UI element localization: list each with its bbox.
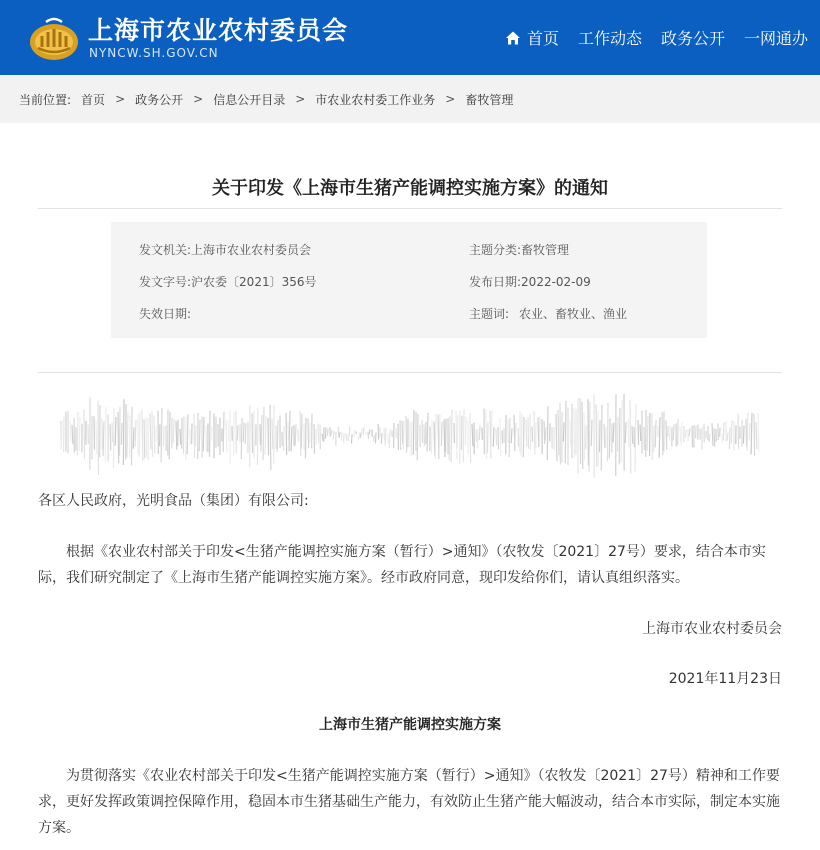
seal-noise-stroke: [363, 427, 364, 434]
seal-noise-stroke: [712, 423, 713, 446]
seal-noise-stroke: [596, 404, 597, 466]
seal-noise-stroke: [526, 419, 527, 446]
seal-noise-stroke: [144, 419, 145, 458]
meta-keywords: [469, 305, 627, 322]
seal-noise-stroke: [738, 414, 739, 449]
seal-noise-stroke: [199, 420, 200, 451]
seal-noise-stroke: [422, 420, 423, 443]
body-paragraph: 根据《农业农村部关于印发<生猪产能调控实施方案（暂行）>通知》（农牧发〔2021〕27号）要求，结合本市实际，我们研究制定了《上海市生猪产能调控实施方案》。经市政府同意，现印发给你们，请认真组织落实。: [38, 544, 766, 586]
home-icon: [505, 30, 521, 46]
seal-noise-stroke: [451, 409, 452, 462]
seal-noise-stroke: [135, 420, 136, 447]
redacted-seal-image: [60, 392, 760, 478]
seal-noise-stroke: [727, 433, 728, 441]
seal-noise-stroke: [523, 417, 524, 457]
seal-noise-stroke: [301, 414, 302, 449]
seal-noise-stroke: [493, 427, 494, 446]
seal-noise-stroke: [445, 419, 446, 452]
seal-noise-stroke: [245, 423, 246, 444]
seal-noise-stroke: [723, 422, 724, 440]
seal-noise-stroke: [563, 422, 564, 441]
seal-noise-stroke: [308, 419, 309, 449]
seal-noise-stroke: [655, 420, 656, 447]
seal-noise-stroke: [472, 424, 473, 447]
seal-noise-stroke: [747, 412, 748, 450]
seal-noise-stroke: [272, 419, 273, 449]
seal-noise-stroke: [659, 417, 660, 457]
seal-noise-stroke: [439, 414, 440, 451]
meta-row: [111, 305, 707, 325]
seal-noise-stroke: [173, 419, 174, 443]
breadcrumb-label: 当前位置:: [19, 92, 72, 107]
meta-date-key: 发布日期:: [469, 275, 522, 289]
seal-noise-stroke: [403, 421, 404, 449]
seal-noise-stroke: [195, 425, 196, 446]
seal-noise-stroke: [346, 433, 347, 440]
seal-noise-stroke: [341, 432, 342, 441]
seal-noise-stroke: [105, 407, 106, 462]
site-header: [0, 0, 820, 75]
seal-noise-stroke: [161, 408, 162, 462]
meta-docno-key: 发文字号:: [139, 275, 192, 289]
seal-noise-stroke: [118, 412, 119, 464]
seal-noise-stroke: [318, 423, 319, 443]
seal-noise-stroke: [444, 419, 445, 457]
seal-noise-stroke: [589, 402, 590, 472]
seal-noise-stroke: [544, 421, 545, 444]
document-meta-box: [111, 222, 707, 338]
seal-noise-stroke: [265, 416, 266, 455]
breadcrumb: [0, 75, 820, 123]
seal-noise-stroke: [479, 425, 480, 440]
seal-noise-stroke: [417, 414, 418, 460]
seal-noise-stroke: [356, 431, 357, 434]
seal-noise-stroke: [384, 428, 385, 440]
seal-noise-stroke: [511, 428, 512, 443]
seal-noise-stroke: [545, 427, 546, 440]
nav-home[interactable]: [505, 26, 559, 49]
seal-noise-stroke: [604, 424, 605, 448]
breadcrumb-home[interactable]: 首页: [81, 92, 106, 107]
seal-noise-stroke: [709, 434, 710, 442]
seal-noise-stroke: [237, 425, 238, 440]
seal-noise-stroke: [441, 422, 442, 446]
seal-noise-stroke: [142, 410, 143, 461]
seal-noise-stroke: [277, 420, 278, 451]
seal-noise-stroke: [77, 412, 78, 455]
seal-noise-stroke: [539, 416, 540, 446]
seal-noise-stroke: [226, 420, 227, 452]
seal-noise-stroke: [515, 423, 516, 442]
seal-noise-stroke: [692, 426, 693, 448]
seal-noise-stroke: [209, 411, 210, 457]
seal-noise-stroke: [381, 433, 382, 443]
seal-noise-stroke: [241, 418, 242, 459]
seal-noise-stroke: [632, 426, 633, 444]
seal-noise-stroke: [206, 426, 207, 452]
seal-noise-stroke: [70, 421, 71, 442]
breadcrumb-separator: >: [193, 92, 204, 106]
sign-date: 2021年11月23日: [668, 671, 782, 687]
breadcrumb-business[interactable]: 市农业农村委工作业务: [315, 92, 436, 107]
seal-noise-stroke: [194, 414, 195, 458]
nav-one-network[interactable]: 一网通办: [743, 29, 808, 48]
seal-noise-stroke: [530, 414, 531, 450]
meta-date: [469, 273, 591, 290]
seal-noise-stroke: [411, 421, 412, 456]
seal-noise-stroke: [591, 419, 592, 446]
seal-noise-stroke: [406, 416, 407, 452]
seal-noise-stroke: [400, 420, 401, 450]
seal-noise-stroke: [743, 426, 744, 444]
seal-noise-stroke: [463, 409, 464, 462]
seal-noise-stroke: [457, 415, 458, 448]
seal-noise-stroke: [183, 416, 184, 454]
meta-issuer-key: 发文机关:: [139, 243, 192, 257]
seal-noise-stroke: [375, 433, 376, 444]
seal-noise-stroke: [749, 423, 750, 441]
title-divider: [38, 208, 782, 209]
seal-noise-stroke: [203, 417, 204, 451]
seal-noise-stroke: [295, 424, 296, 446]
seal-noise-stroke: [751, 413, 752, 455]
seal-noise-stroke: [358, 436, 359, 439]
breadcrumb-separator: >: [115, 92, 126, 106]
seal-noise-stroke: [333, 431, 334, 439]
seal-noise-stroke: [163, 426, 164, 446]
seal-noise-stroke: [339, 432, 340, 438]
nav-gov-affairs[interactable]: 政务公开: [660, 29, 725, 48]
seal-noise-stroke: [601, 405, 602, 471]
seal-noise-stroke: [556, 414, 557, 461]
seal-noise-stroke: [680, 426, 681, 443]
seal-noise-stroke: [223, 412, 224, 452]
seal-noise-stroke: [638, 420, 639, 445]
seal-noise-stroke: [79, 417, 80, 451]
seal-noise-stroke: [477, 429, 478, 449]
seal-noise-stroke: [228, 421, 229, 442]
nav-home-label: 首页: [526, 29, 559, 48]
seal-noise-stroke: [666, 420, 667, 449]
seal-noise-stroke: [731, 420, 732, 443]
seal-noise-stroke: [584, 413, 585, 460]
seal-noise-stroke: [127, 411, 128, 457]
seal-noise-stroke: [673, 425, 674, 441]
plan-subheading: 上海市生猪产能调控实施方案: [319, 717, 501, 733]
seal-noise-stroke: [413, 410, 414, 454]
seal-noise-stroke: [662, 412, 663, 455]
seal-noise-stroke: [461, 416, 462, 450]
seal-noise-stroke: [613, 423, 614, 442]
meta-divider: [38, 372, 782, 373]
seal-noise-stroke: [72, 425, 73, 444]
seal-noise-stroke: [146, 416, 147, 457]
seal-noise-stroke: [169, 412, 170, 460]
seal-noise-stroke: [289, 411, 290, 452]
seal-noise-stroke: [121, 423, 122, 445]
seal-noise-stroke: [580, 398, 581, 464]
seal-noise-stroke: [133, 427, 134, 448]
seal-noise-stroke: [402, 421, 403, 444]
meta-topic-value: 畜牧管理: [521, 243, 570, 257]
seal-noise-stroke: [349, 426, 350, 436]
seal-noise-stroke: [565, 401, 566, 463]
seal-noise-stroke: [385, 427, 386, 445]
seal-noise-stroke: [758, 413, 759, 452]
nav-work-news[interactable]: 工作动态: [577, 29, 642, 48]
meta-topic-key: 主题分类:: [469, 243, 522, 257]
breadcrumb-separator: >: [295, 92, 306, 106]
seal-noise-stroke: [528, 417, 529, 449]
seal-noise-stroke: [378, 424, 379, 440]
meta-docno-value: 沪农委〔2021〕356号: [191, 275, 317, 289]
meta-topic: [469, 241, 569, 258]
seal-noise-stroke: [435, 414, 436, 459]
seal-noise-stroke: [558, 410, 559, 456]
seal-noise-stroke: [470, 413, 471, 463]
seal-noise-stroke: [268, 418, 269, 456]
seal-noise-stroke: [532, 426, 533, 441]
seal-noise-stroke: [113, 408, 114, 468]
seal-noise-stroke: [496, 429, 497, 445]
seal-noise-stroke: [521, 414, 522, 456]
body-paragraph: 为贯彻落实《农业农村部关于印发<生猪产能调控实施方案（暂行）>通知》（农牧发〔2021〕27号）精神和工作要求，更好发挥政策调控保障作用，稳固本市生猪基础生产能力，有效防止生猪产能大幅波动，结合本市实际，制定本实施方案。: [38, 768, 780, 836]
seal-noise-stroke: [283, 426, 284, 451]
seal-noise-stroke: [746, 419, 747, 447]
seal-noise-stroke: [96, 420, 97, 454]
seal-noise-stroke: [61, 421, 62, 450]
seal-noise-stroke: [630, 400, 631, 473]
seal-noise-stroke: [252, 413, 253, 453]
seal-noise-stroke: [427, 413, 428, 452]
seal-noise-stroke: [538, 417, 539, 447]
breadcrumb-gov-affairs[interactable]: 政务公开: [135, 92, 184, 107]
salutation: 各区人民政府，光明食品（集团）有限公司:: [38, 493, 309, 509]
seal-noise-stroke: [187, 414, 188, 454]
seal-noise-stroke: [628, 419, 629, 447]
seal-noise-stroke: [547, 406, 548, 460]
seal-noise-stroke: [621, 401, 622, 463]
seal-noise-stroke: [322, 434, 323, 441]
breadcrumb-info-catalog[interactable]: 信息公开目录: [213, 92, 286, 107]
meta-issuer: [139, 241, 311, 258]
site-domain: NYNCW.SH.GOV.CN: [89, 46, 219, 60]
seal-noise-stroke: [361, 428, 362, 436]
seal-noise-stroke: [756, 422, 757, 449]
signer: 上海市农业农村委员会: [642, 621, 782, 637]
seal-noise-stroke: [115, 417, 116, 446]
breadcrumb-livestock[interactable]: 畜牧管理: [465, 92, 514, 107]
meta-expiry-key: 失效日期:: [139, 307, 192, 321]
seal-noise-stroke: [491, 410, 492, 452]
meta-keywords-key: 主题词:: [469, 307, 510, 321]
seal-noise-stroke: [500, 418, 501, 456]
seal-noise-stroke: [518, 428, 519, 447]
seal-noise-stroke: [369, 429, 370, 434]
seal-noise-stroke: [582, 402, 583, 469]
meta-row: [111, 241, 707, 261]
seal-noise-stroke: [456, 411, 457, 459]
seal-noise-stroke: [291, 427, 292, 452]
meta-date-value: 2022-02-09: [521, 275, 591, 289]
seal-noise-stroke: [476, 429, 477, 441]
seal-noise-stroke: [331, 430, 332, 435]
seal-noise-stroke: [754, 414, 755, 456]
seal-noise-stroke: [139, 412, 140, 457]
seal-noise-stroke: [338, 427, 339, 437]
seal-noise-stroke: [261, 415, 262, 451]
seal-noise-stroke: [647, 416, 648, 451]
seal-noise-stroke: [180, 429, 181, 445]
seal-noise-stroke: [534, 411, 535, 454]
main-nav: [486, 0, 808, 75]
seal-noise-stroke: [438, 415, 439, 459]
seal-noise-stroke: [150, 414, 151, 450]
meta-row: [111, 273, 707, 293]
seal-noise-stroke: [176, 421, 177, 450]
seal-noise-stroke: [389, 429, 390, 448]
seal-noise-stroke: [689, 428, 690, 436]
seal-noise-stroke: [123, 399, 124, 465]
breadcrumb-separator: >: [445, 92, 456, 106]
seal-noise-stroke: [449, 417, 450, 461]
seal-noise-stroke: [509, 418, 510, 457]
seal-noise-stroke: [681, 422, 682, 446]
seal-noise-stroke: [270, 405, 271, 470]
seal-noise-stroke: [609, 418, 610, 458]
meta-expiry: [139, 305, 191, 322]
seal-noise-stroke: [257, 408, 258, 465]
seal-noise-stroke: [625, 422, 626, 443]
seal-noise-stroke: [685, 430, 686, 438]
article-title: 关于印发《上海市生猪产能调控实施方案》的通知: [212, 178, 608, 199]
seal-noise-stroke: [84, 410, 85, 459]
seal-noise-stroke: [243, 423, 244, 442]
seal-noise-stroke: [714, 428, 715, 446]
seal-noise-stroke: [260, 424, 261, 445]
meta-keywords-value: 农业、畜牧业、渔业: [519, 307, 628, 321]
seal-noise-stroke: [314, 424, 315, 453]
seal-noise-stroke: [570, 421, 571, 445]
seal-noise-stroke: [152, 411, 153, 457]
seal-noise-stroke: [635, 404, 636, 471]
seal-noise-stroke: [286, 413, 287, 455]
seal-noise-stroke: [103, 421, 104, 456]
seal-noise-stroke: [619, 408, 620, 464]
seal-noise-stroke: [368, 431, 369, 438]
seal-noise-stroke: [305, 418, 306, 459]
site-title[interactable]: 上海市农业农村委员会: [88, 16, 349, 45]
seal-noise-stroke: [640, 425, 641, 441]
seal-noise-stroke: [110, 424, 111, 450]
site-logo-icon[interactable]: [28, 12, 80, 64]
seal-noise-stroke: [514, 415, 515, 451]
seal-noise-stroke: [263, 407, 264, 460]
seal-noise-stroke: [729, 428, 730, 450]
meta-issuer-value: 上海市农业农村委员会: [191, 243, 312, 257]
seal-noise-stroke: [154, 416, 155, 454]
seal-noise-stroke: [325, 427, 326, 439]
seal-noise-stroke: [300, 411, 301, 456]
meta-docno: [139, 273, 317, 290]
